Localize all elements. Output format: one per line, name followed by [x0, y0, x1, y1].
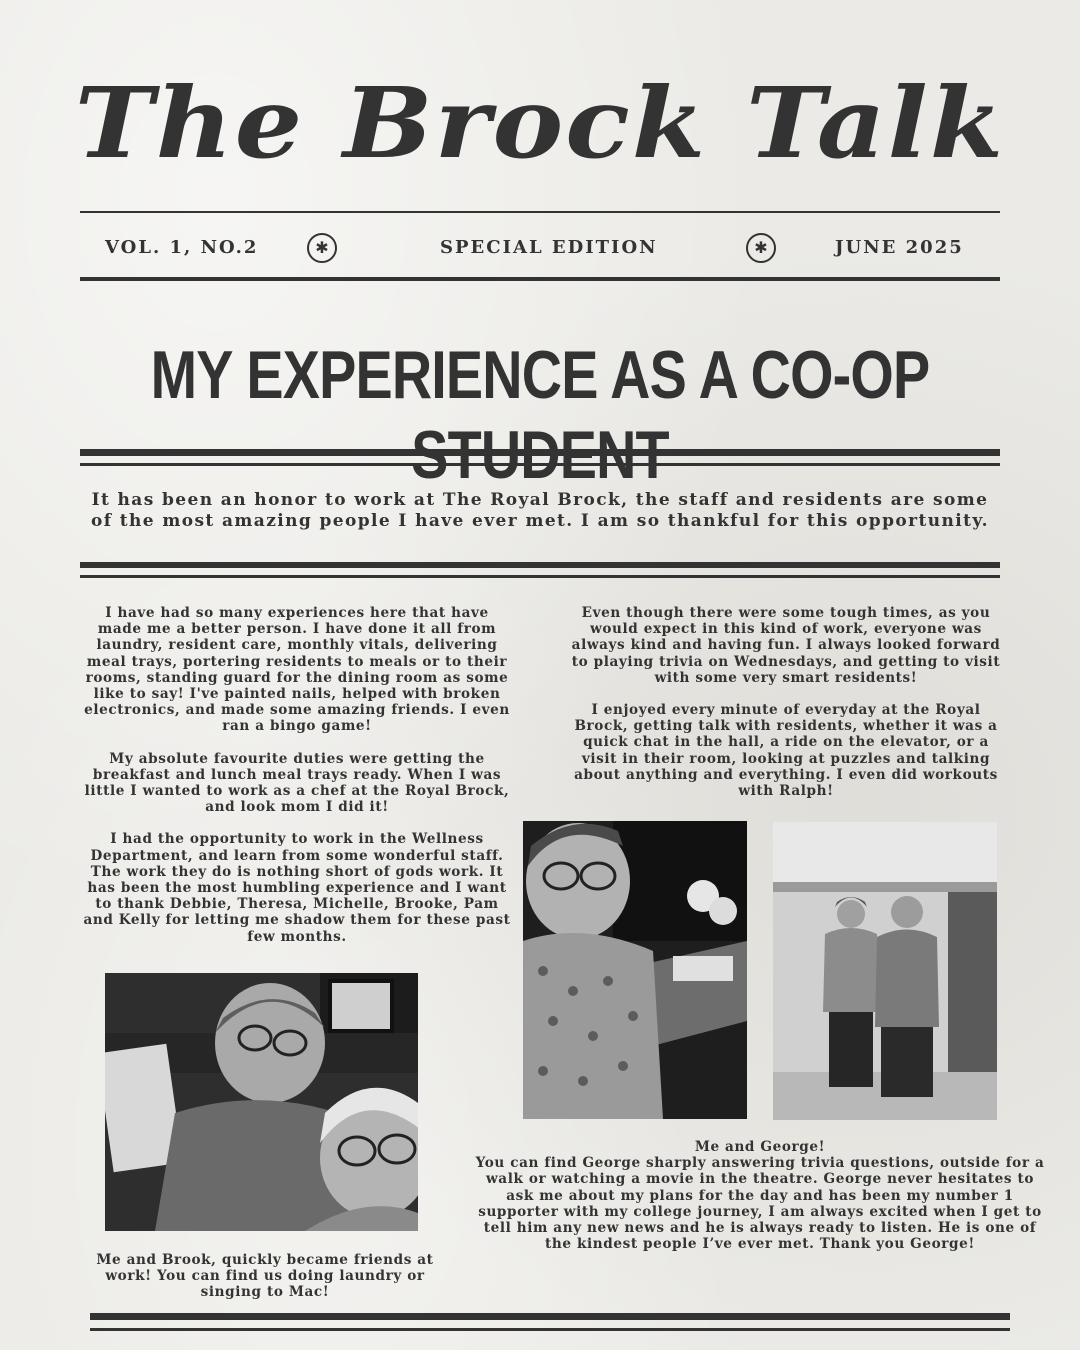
photo-george-illustration — [773, 822, 997, 1120]
caption-george-body: You can find George sharply answering trivia questions, outside for a walk or watching a movie in the theatre. George never hesitates to ask me about my plans for the day and has been my number 1 supporter with my college journey, I am always excited when I get to tell him any new news and he is always ready to listen. He is one of the kindest people I’ve ever met. Thank you George! — [475, 1155, 1045, 1253]
intro-bottom-rule-thick — [80, 562, 1000, 568]
intro-bottom-rule-thin — [80, 575, 1000, 578]
photo-brook-selfie — [105, 973, 418, 1231]
intro-top-rule-thick — [80, 449, 1000, 456]
left-paragraph-1: I have had so many experiences here that have made me a better person. I have done it all from laundry, resident care, monthly vitals, delivering meal trays, portering residents to meals or to their rooms, standing guard for the dining room as some like to say! I've painted nails, helped with broken electronics, and made some amazing friends. I even ran a bingo game! — [84, 605, 510, 735]
left-column — [82, 605, 512, 961]
meta-top-rule — [80, 211, 1000, 213]
photo-brook-illustration — [105, 973, 418, 1231]
asterisk-circle-icon: ✱ — [746, 233, 776, 263]
right-paragraph-1: Even though there were some tough times, as you would expect in this kind of work, everyone was always kind and having fun. I always looked forward to playing trivia on Wednesdays, and getting to visit with some very smart residents! — [571, 605, 1001, 686]
date-label: JUNE 2025 — [835, 237, 964, 258]
edition-label: SPECIAL EDITION — [440, 237, 658, 258]
left-paragraph-2: My absolute favourite duties were getting the breakfast and lunch meal trays ready. When I was little I wanted to work as a chef at the Royal Brock, and look mom I did it! — [84, 750, 510, 816]
intro-top-rule-thin — [80, 463, 1000, 466]
meta-bottom-rule — [80, 277, 1000, 281]
headline: MY EXPERIENCE AS A CO-OP — [150, 337, 930, 413]
left-paragraph-3: I had the opportunity to work in the Wellness Department, and learn from some wonderful staff. The work they do is nothing short of gods work. It has been the most humbling experience and I want to thank Debbie, Theresa, Michelle, Brooke, Pam and Kelly for letting me shadow them for these past few months. — [83, 831, 511, 945]
volume-label: VOL. 1, NO.2 — [105, 237, 259, 258]
footer-rule-thick — [90, 1313, 1010, 1320]
masthead-title: The Brock Talk — [74, 65, 1006, 181]
caption-george — [475, 1139, 1045, 1252]
photo-me-and-george — [773, 822, 997, 1120]
right-column — [570, 605, 1002, 815]
caption-brook: Me and Brook, quickly became friends at work! You can find us doing laundry or singing to Mac! — [96, 1252, 434, 1301]
asterisk-circle-icon: ✱ — [307, 233, 337, 263]
photo-selfie-desk — [523, 821, 747, 1119]
photo-selfie-illustration — [523, 821, 747, 1119]
footer-rule-thin — [90, 1328, 1010, 1331]
caption-george-title: Me and George! — [694, 1139, 826, 1155]
right-paragraph-2: I enjoyed every minute of everyday at the Royal Brock, getting talk with residents, whether it was a quick chat in the hall, a ride on the elevator, or a visit in their room, looking at puzzles and talking about anything and everything. I even did workouts with Ralph! — [574, 702, 998, 800]
intro-text: It has been an honor to work at The Royal Brock, the staff and residents are some of the most amazing people I have ever met. I am so thankful for this opportunity. — [91, 490, 989, 531]
